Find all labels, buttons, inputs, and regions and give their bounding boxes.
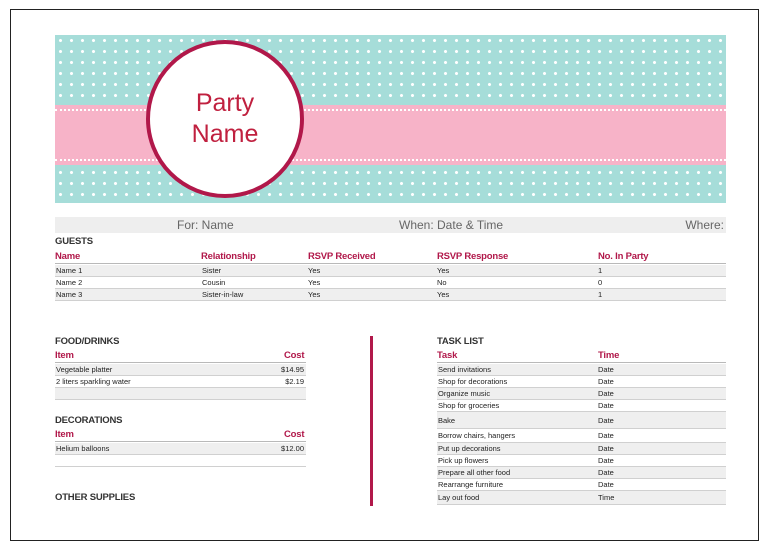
party-name-line2: Name	[191, 120, 259, 148]
party-name-line1: Party	[195, 89, 255, 117]
decoration-item: Helium balloons	[56, 444, 110, 453]
task-name: Put up decorations	[438, 444, 501, 453]
task-col-task: Task	[437, 350, 458, 361]
task-col-time: Time	[598, 350, 620, 361]
task-row[interactable]	[437, 388, 726, 400]
guest-party-count: 1	[598, 290, 603, 299]
task-row[interactable]	[437, 491, 726, 505]
task-row[interactable]	[437, 400, 726, 412]
task-time: Date	[598, 480, 614, 489]
guest-row[interactable]	[55, 277, 726, 289]
task-time: Date	[598, 401, 614, 410]
decoration-cost: $12.00	[281, 444, 304, 453]
food-row-empty[interactable]	[55, 388, 306, 400]
guest-rsvp-response: Yes	[437, 290, 450, 299]
guests-col-rsvp-response: RSVP Response	[437, 251, 509, 262]
task-time: Date	[598, 431, 614, 440]
guest-rsvp-response: No	[437, 278, 447, 287]
task-row[interactable]	[437, 479, 726, 491]
guests-header-rule	[55, 263, 726, 264]
for-field[interactable]: For: Name	[177, 218, 234, 232]
guest-rsvp-received: Yes	[308, 266, 321, 275]
task-time: Date	[598, 377, 614, 386]
food-item: Vegetable platter	[56, 365, 113, 374]
guest-rsvp-received: Yes	[308, 290, 321, 299]
guest-rsvp-received: Yes	[308, 278, 321, 287]
guest-name: Name 2	[56, 278, 83, 287]
task-name: Shop for groceries	[438, 401, 500, 410]
guest-party-count: 1	[598, 266, 603, 275]
task-row[interactable]	[437, 429, 726, 443]
guest-party-count: 0	[598, 278, 603, 287]
food-row[interactable]	[55, 376, 306, 388]
task-name: Lay out food	[438, 493, 480, 502]
column-divider	[370, 336, 373, 506]
food-col-item: Item	[55, 350, 74, 361]
decorations-col-cost: Cost	[284, 429, 305, 440]
guest-relationship: Sister-in-law	[202, 290, 244, 299]
guest-name: Name 1	[56, 266, 83, 275]
party-name-badge[interactable]	[146, 40, 304, 198]
guests-col-relationship: Relationship	[201, 251, 256, 262]
guest-relationship: Sister	[202, 266, 222, 275]
decoration-row[interactable]	[55, 443, 306, 455]
other-supplies-title: OTHER SUPPLIES	[55, 492, 136, 503]
food-col-cost: Cost	[284, 350, 305, 361]
task-row[interactable]	[437, 467, 726, 479]
task-name: Bake	[438, 416, 456, 425]
task-list-title: TASK LIST	[437, 336, 484, 347]
task-name: Send invitations	[438, 365, 491, 374]
where-field[interactable]: Where:	[685, 218, 724, 232]
when-field[interactable]: When: Date & Time	[399, 218, 504, 232]
task-time: Date	[598, 389, 614, 398]
task-name: Borrow chairs, hangers	[438, 431, 516, 440]
guest-row[interactable]	[55, 265, 726, 277]
decorations-header-rule	[55, 441, 306, 442]
task-row[interactable]	[437, 364, 726, 376]
task-row[interactable]	[437, 376, 726, 388]
guest-relationship: Cousin	[202, 278, 226, 287]
task-time: Date	[598, 365, 614, 374]
guests-col-no-in-party: No. In Party	[598, 251, 649, 262]
guest-row[interactable]	[55, 289, 726, 301]
decorations-col-item: Item	[55, 429, 74, 440]
task-time: Time	[598, 493, 615, 502]
food-title: FOOD/DRINKS	[55, 336, 120, 347]
task-time: Date	[598, 416, 614, 425]
food-header-rule	[55, 362, 306, 363]
guests-col-rsvp-received: RSVP Received	[308, 251, 376, 262]
task-row[interactable]	[437, 455, 726, 467]
task-row[interactable]	[437, 412, 726, 429]
task-name: Pick up flowers	[438, 456, 489, 465]
guest-rsvp-response: Yes	[437, 266, 450, 275]
task-name: Shop for decorations	[438, 377, 508, 386]
decorations-title: DECORATIONS	[55, 415, 123, 426]
task-name: Prepare all other food	[438, 468, 511, 477]
food-cost: $14.95	[281, 365, 304, 374]
task-time: Date	[598, 456, 614, 465]
task-name: Organize music	[438, 389, 491, 398]
decoration-row-empty[interactable]	[55, 455, 306, 467]
food-row[interactable]	[55, 364, 306, 376]
task-row[interactable]	[437, 443, 726, 455]
task-header-rule	[437, 362, 726, 363]
guest-name: Name 3	[56, 290, 83, 299]
guests-title: GUESTS	[55, 236, 93, 247]
guests-col-name: Name	[55, 251, 81, 262]
task-time: Date	[598, 468, 614, 477]
task-time: Date	[598, 444, 614, 453]
food-item: 2 liters sparkling water	[56, 377, 131, 386]
task-name: Rearrange furniture	[438, 480, 504, 489]
food-cost: $2.19	[285, 377, 304, 386]
party-info-bar	[55, 217, 726, 233]
